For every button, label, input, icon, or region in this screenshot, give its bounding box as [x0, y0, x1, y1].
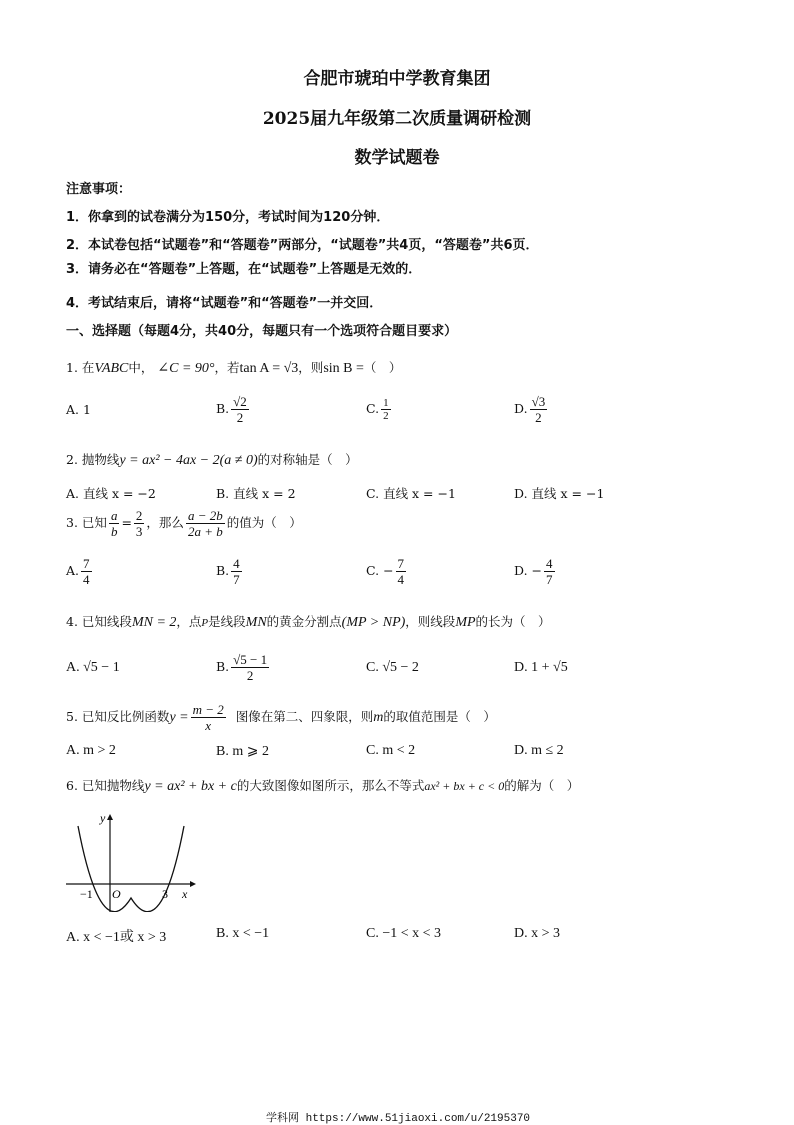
question-5-stem: [66, 702, 496, 733]
denominator: 4: [83, 572, 90, 587]
fraction: [231, 556, 242, 587]
option-d: D. 直线 x = −1: [514, 486, 605, 501]
stem-text: ，则: [298, 360, 324, 375]
fraction: [530, 394, 548, 425]
option-a: A. m > 2: [66, 743, 116, 758]
denominator: 2a + b: [187, 524, 223, 539]
option-label: B.: [216, 401, 230, 416]
numerator: √2: [233, 394, 247, 409]
fraction: [544, 556, 555, 587]
stem-text: 是线段: [208, 614, 246, 629]
math-expression: (MP > NP): [341, 615, 406, 630]
numerator: 7: [83, 556, 90, 571]
option-d: D. 1 + √5: [514, 660, 568, 675]
exam-title: 2025届九年级第二次质量调研检测: [262, 109, 532, 129]
question-number: 3.: [66, 515, 78, 530]
question-number: 6.: [66, 778, 78, 793]
root-label: −1: [80, 887, 93, 901]
question-4-stem: [66, 612, 551, 631]
question-number: 5.: [66, 709, 78, 724]
option-label: B.: [216, 659, 230, 674]
math-expression: ax² + bx + c < 0: [424, 779, 505, 793]
math-expression: sin B =: [323, 361, 364, 376]
y-axis-label: y: [100, 812, 106, 825]
denominator: 2: [236, 410, 244, 425]
root-label: 3: [162, 887, 168, 901]
option-b: [216, 652, 271, 683]
stem-text: 抛物线: [81, 452, 120, 467]
option-b: B. x < −1: [216, 926, 270, 941]
option-a: A. 1: [66, 402, 91, 417]
option-label: A.: [66, 563, 80, 578]
option-a: A. x < −1或 x > 3: [66, 930, 167, 945]
note-item: 3．请务必在“答题卷”上答题，在“试题卷”上答题是无效的．: [66, 262, 422, 277]
option-a: A. √5 − 1: [66, 660, 120, 675]
option-d: [514, 556, 557, 587]
section-heading: 一、选择题（每题4分，共40分，每题只有一个选项符合题目要求）: [66, 324, 458, 339]
numerator: 2: [135, 508, 143, 523]
option-label: D.: [514, 401, 528, 416]
stem-text: 的取值范围是（ ）: [383, 709, 496, 724]
footer-watermark-link[interactable]: 学科网 https://www.51jiaoxi.com/u/2195370: [266, 1113, 531, 1125]
math-expression: y = ax² − 4ax − 2(a ≠ 0): [119, 453, 258, 468]
numerator: 1: [383, 397, 389, 409]
option-d: [514, 394, 549, 425]
fraction: [231, 394, 249, 425]
stem-text: 已知反比例函数: [81, 709, 170, 724]
option-c: C. 直线 x = −1: [366, 486, 456, 501]
numerator: 4: [546, 556, 553, 571]
denominator: 7: [233, 572, 240, 587]
x-axis-arrow: [190, 881, 196, 887]
question-3-stem: [66, 508, 302, 539]
math-expression: VABC: [94, 361, 129, 376]
parabola-graph: [66, 812, 196, 912]
option-c: [366, 397, 393, 422]
stem-text: 已知抛物线: [81, 778, 145, 793]
question-number: 1.: [66, 360, 78, 375]
option-b: B. 直线 x = 2: [216, 486, 296, 501]
denominator: 3: [135, 524, 143, 539]
option-c: C. m < 2: [366, 743, 416, 758]
fraction: [191, 702, 226, 733]
stem-text: ，若: [214, 360, 240, 375]
paper-title: 数学试题卷: [354, 148, 440, 168]
stem-text: 的长为（ ）: [475, 614, 551, 629]
question-1-stem: [66, 358, 401, 377]
numerator: 4: [233, 556, 240, 571]
fraction: [231, 652, 269, 683]
stem-text: 的对称轴是（ ）: [257, 452, 358, 467]
y-axis-arrow: [107, 814, 113, 820]
option-a: A. 直线 x = −2: [66, 486, 156, 501]
option-c: C. √5 − 2: [366, 660, 419, 675]
denominator: 2: [535, 410, 542, 425]
math-expression: y = ax² + bx + c: [144, 779, 237, 794]
fraction: [81, 556, 92, 587]
denominator: 2: [246, 668, 254, 683]
school-title: 合肥市琥珀中学教育集团: [303, 69, 491, 89]
stem-text: 已知线段: [81, 614, 132, 629]
option-d: D. m ≤ 2: [514, 743, 564, 758]
fraction: [109, 508, 120, 539]
option-c: C. −1 < x < 3: [366, 926, 442, 941]
note-item: 4．考试结束后，请将“试题卷”和“答题卷”一并交回．: [66, 296, 383, 311]
numerator: a − 2b: [187, 508, 223, 523]
option-c: [366, 556, 408, 587]
fraction: [381, 397, 391, 422]
math-expression: MP: [455, 615, 476, 630]
option-b: [216, 394, 251, 425]
numerator: √3: [531, 394, 546, 409]
math-expression: ∠C = 90°: [157, 361, 215, 376]
numerator: 7: [397, 556, 405, 571]
note-item: 2．本试卷包括“试题卷”和“答题卷”两部分，“试题卷”共4页，“答题卷”共6页．: [66, 238, 539, 253]
question-6-stem: [66, 776, 579, 795]
math-expression: tan A = √3: [239, 361, 299, 376]
parabola-curve: [78, 826, 184, 912]
math-expression: MN = 2: [131, 615, 177, 630]
x-axis-label: x: [182, 887, 188, 901]
question-number: 4.: [66, 614, 78, 629]
stem-text: 的大致图像如图所示，那么不等式: [236, 778, 425, 793]
numerator: a: [110, 508, 118, 523]
math-expression: m: [373, 710, 384, 725]
math-expression: P: [201, 617, 209, 629]
stem-text: 的黄金分割点: [266, 614, 342, 629]
notes-heading: 注意事项：: [66, 182, 132, 197]
denominator: 2: [383, 410, 389, 422]
math-expression: MN: [245, 615, 267, 630]
stem-text: 中，: [128, 360, 154, 375]
equals-sign: =: [121, 515, 132, 530]
stem-text: 的解为（ ）: [504, 778, 580, 793]
denominator: x: [205, 718, 212, 733]
numerator: √5 − 1: [233, 652, 268, 667]
stem-text: ，则线段: [405, 614, 456, 629]
fraction: [396, 556, 407, 587]
question-2-stem: [66, 450, 358, 469]
stem-text: ，那么: [146, 515, 184, 530]
option-b: [216, 556, 244, 587]
question-number: 2.: [66, 452, 78, 467]
stem-text: 已知: [81, 515, 107, 530]
option-label: C.: [366, 401, 380, 416]
origin-label: O: [112, 887, 121, 901]
fraction: [134, 508, 145, 539]
option-label: C. −: [366, 563, 394, 578]
stem-text: 的值为（ ）: [226, 515, 302, 530]
fraction: [186, 508, 225, 539]
denominator: b: [110, 524, 118, 539]
option-d: D. x > 3: [514, 926, 561, 941]
option-label: D. −: [514, 563, 542, 578]
option-a: [66, 556, 94, 587]
note-item: 1．你拿到的试卷满分为150分，考试时间为120分钟．: [66, 210, 390, 225]
numerator: m − 2: [192, 702, 224, 717]
option-b: B. m ⩾ 2: [216, 744, 269, 759]
stem-text: 图像在第二、四象限，则: [235, 709, 374, 724]
denominator: 4: [397, 572, 405, 587]
denominator: 7: [546, 572, 553, 587]
stem-text: ，点: [176, 614, 202, 629]
math-expression: y =: [169, 710, 189, 725]
stem-text: 在: [81, 360, 95, 375]
option-label: B.: [216, 563, 230, 578]
answer-paren: （ ）: [363, 360, 402, 375]
